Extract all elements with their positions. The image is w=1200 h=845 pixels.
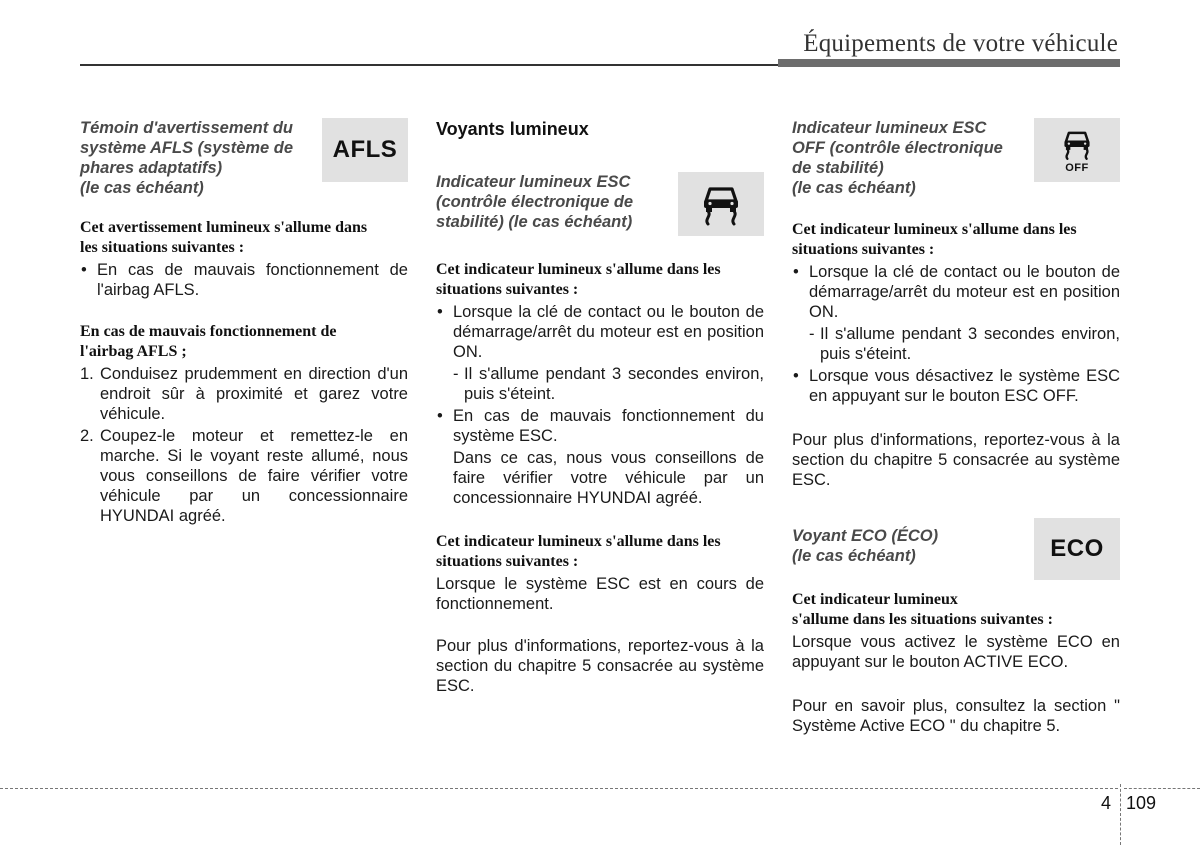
afls-title-line: Témoin d'avertissement du: [80, 119, 293, 137]
esc-condition-heading: [436, 260, 764, 300]
eco-icon-label: ECO: [1050, 535, 1104, 562]
eco-indicator-block: [792, 526, 1120, 588]
esc-indicator-title: [436, 172, 676, 232]
step-number: 2.: [80, 427, 94, 445]
step-text: Coupez-le moteur et remettez-le en marche. Si le voyant reste allumé, nous vous conseillons de faire vérifier votre véhicule par un concessionnaire HYUNDAI agréé.: [100, 427, 408, 525]
heading-line: s'allume dans les situations suivantes :: [792, 611, 1053, 628]
dash-marker: -: [809, 325, 815, 343]
sub-item-text: Il s'allume pendant 3 secondes environ, puis s'éteint.: [820, 325, 1120, 363]
esc-off-indicator-block: [792, 118, 1120, 200]
afls-warning-title: [80, 118, 320, 198]
heading-line: En cas de mauvais fonctionnement de: [80, 323, 337, 340]
page-number: 109: [1126, 793, 1157, 813]
header-rule-thin: [80, 64, 780, 66]
footer-page-separator: [1120, 784, 1121, 845]
eco-reference-text: Pour en savoir plus, consultez la section " Système Active ECO " du chapitre 5.: [792, 697, 1120, 735]
heading-line: Cet indicateur lumineux s'allume dans les: [436, 261, 721, 278]
skidding-car-icon: [1060, 127, 1094, 161]
step-number: 1.: [80, 365, 94, 383]
afls-icon-label: AFLS: [332, 136, 398, 163]
footer-divider: [0, 788, 1118, 789]
eco-indicator-icon: [1034, 518, 1120, 580]
esc-title-line: Indicateur lumineux ESC: [436, 173, 631, 191]
column-left: [80, 118, 408, 526]
heading-line: situations suivantes :: [436, 553, 579, 570]
heading-line: situations suivantes :: [792, 241, 935, 258]
heading-line: Cet indicateur lumineux s'allume dans les: [792, 221, 1077, 238]
sub-item: [792, 324, 1120, 364]
esc-off-condition-list: [792, 262, 1120, 406]
esc-indicator-block: [436, 172, 764, 236]
page-header-title: Équipements de votre véhicule: [803, 30, 1118, 57]
afls-title-line: phares adaptatifs): [80, 159, 223, 177]
eco-title-line: (le cas échéant): [792, 547, 916, 565]
esc-off-title-line: OFF (contrôle électronique: [792, 139, 1003, 157]
sub-item: [436, 364, 764, 404]
eco-indicator-title: [792, 526, 1032, 566]
chapter-number: 4: [1101, 793, 1112, 813]
afls-condition-list: [80, 260, 408, 300]
afls-condition-heading: [80, 218, 408, 258]
list-item: [80, 426, 408, 526]
heading-line: Cet avertissement lumineux s'allume dans: [80, 219, 368, 236]
esc-off-indicator-title: [792, 118, 1032, 198]
heading-line: Cet indicateur lumineux: [792, 591, 958, 608]
bullet-text: En cas de mauvais fonctionnement du système ESC.: [453, 407, 764, 445]
bullet-text: Lorsque la clé de contact ou le bouton de démarrage/arrêt du moteur est en position ON.: [453, 303, 764, 361]
list-item: [436, 302, 764, 404]
skidding-car-icon: [698, 181, 744, 227]
esc-condition-list: [436, 302, 764, 508]
esc-off-skidding-car-icon: [1034, 118, 1120, 182]
eco-title-line: Voyant ECO (ÉCO): [792, 527, 939, 545]
list-item: [792, 262, 1120, 364]
list-item: [80, 364, 408, 424]
esc-title-line: stabilité) (le cas échéant): [436, 213, 633, 231]
section-title: Voyants lumineux: [436, 119, 589, 139]
esc-operating-heading: [436, 532, 764, 572]
heading-line: les situations suivantes :: [80, 239, 245, 256]
column-right: [792, 118, 1120, 736]
list-item: • Lorsque vous désactivez le système ESC en appuyant sur le bouton ESC OFF.: [792, 366, 1120, 406]
esc-title-line: (contrôle électronique de: [436, 193, 634, 211]
esc-skidding-car-icon: [678, 172, 764, 236]
sub-item-text: Il s'allume pendant 3 secondes environ, puis s'éteint.: [464, 365, 764, 403]
eco-condition-heading: [792, 590, 1120, 630]
esc-operating-text: Lorsque le système ESC est en cours de fonctionnement.: [436, 575, 764, 613]
esc-off-title-line: de stabilité): [792, 159, 884, 177]
off-icon-label: OFF: [1065, 161, 1089, 174]
afls-malfunction-heading: [80, 322, 408, 362]
afls-indicator-icon: [322, 118, 408, 182]
step-text: Conduisez prudemment en direction d'un endroit sûr à proximité et garez votre véhicule.: [100, 365, 408, 423]
afls-title-line: système AFLS (système de: [80, 139, 294, 157]
esc-off-title-line: Indicateur lumineux ESC: [792, 119, 987, 137]
esc-off-condition-heading: [792, 220, 1120, 260]
list-item: • En cas de mauvais fonctionnement de l'airbag AFLS.: [80, 260, 408, 300]
afls-warning-block: [80, 118, 408, 200]
esc-off-title-line: (le cas échéant): [792, 179, 916, 197]
esc-reference-text: Pour plus d'informations, reportez-vous à la section du chapitre 5 consacrée au système ESC.: [436, 637, 764, 695]
column-middle: [436, 118, 764, 696]
dash-marker: -: [453, 365, 459, 383]
list-item: [436, 406, 764, 508]
footer-divider: [1124, 788, 1200, 789]
afls-malfunction-steps: [80, 364, 408, 526]
bullet-text: Lorsque la clé de contact ou le bouton de démarrage/arrêt du moteur est en position ON.: [809, 263, 1120, 321]
heading-line: situations suivantes :: [436, 281, 579, 298]
esc-off-reference-text: Pour plus d'informations, reportez-vous à la section du chapitre 5 consacrée au système ESC.: [792, 431, 1120, 489]
afls-title-line: (le cas échéant): [80, 179, 204, 197]
eco-condition-text: Lorsque vous activez le système ECO en appuyant sur le bouton ACTIVE ECO.: [792, 633, 1120, 671]
header-rule-thick: [778, 59, 1120, 67]
heading-line: Cet indicateur lumineux s'allume dans les: [436, 533, 721, 550]
bullet-paragraph: Dans ce cas, nous vous conseillons de faire vérifier votre véhicule par un concessionnaire HYUNDAI agréé.: [453, 449, 764, 507]
heading-line: l'airbag AFLS ;: [80, 343, 187, 360]
